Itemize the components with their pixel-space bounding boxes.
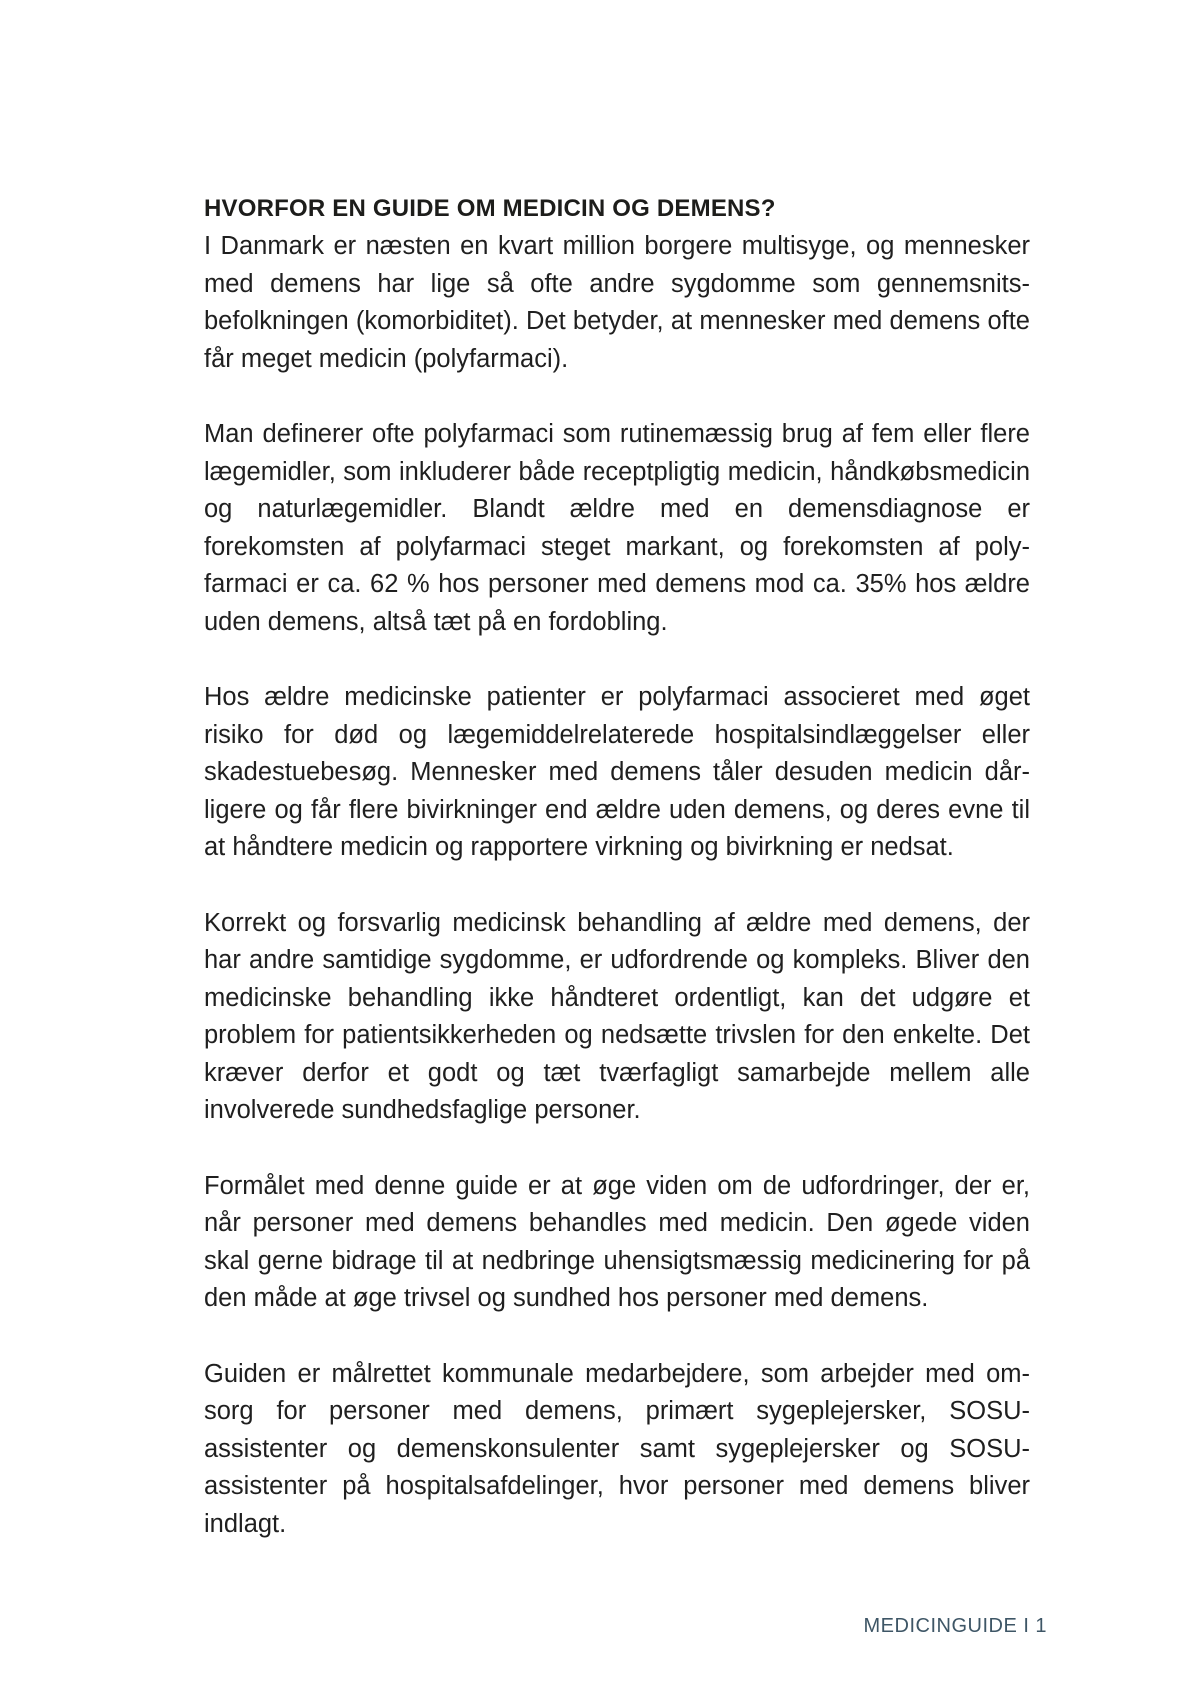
paragraph-3: Hos ældre medicinske patienter er polyfarmaci associeret med øget risiko for død og lægemiddelrelaterede hospitalsindlæggelser eller skadestuebesøg. Mennesker med demens tåler desuden medicin dårligere og får flere bivirkninger end ældre uden demens, og deres evne til at håndtere medicin og rapportere virkning og bivirkning er nedsat.: [204, 683, 1030, 861]
paragraph-5: Formålet med denne guide er at øge viden om de udfordringer, der er, når personer med demens behandles med medicin. Den øgede viden skal gerne bidrage til at nedbringe uhensigtsmæssig medicinering for på den måde at øge trivsel og sundhed hos personer med demens.: [204, 1171, 1030, 1312]
footer-title: MEDICINGUIDE: [863, 1615, 1018, 1637]
document-body: [204, 190, 1030, 1581]
paragraph-2: Man definerer ofte polyfarmaci som rutinemæssig brug af fem eller flere lægemidler, som inkluderer både receptpligtig medicin, håndkøbsmedicin og naturlægemidler. Blandt ældre med en demensdiagnose er forekomsten af polyfarmaci steget markant, og forekomsten af polyfarmaci er ca. 62 % hos personer med demens mod ca. 35% hos ældre uden demens, altså tæt på en fordobling.: [204, 420, 1030, 636]
page-footer: [864, 1615, 1047, 1638]
section-heading: HVORFOR EN GUIDE OM MEDICIN OG DEMENS?: [204, 195, 776, 222]
paragraph-6: Guiden er målrettet kommunale medarbejdere, som arbejder med omsorg for personer med demens, primært sygeplejersker, SOSU-assistenter og demenskonsulenter samt sygeplejersker og SOSU-assistenter på hospitalsafdelinger, hvor personer med demens bliver indlagt.: [204, 1359, 1030, 1538]
footer-separator: I: [1023, 1615, 1030, 1637]
page-number: 1: [1035, 1615, 1047, 1637]
paragraph-1: I Danmark er næsten en kvart million borgere multisyge, og mennesker med demens har lige så ofte andre sygdomme som gennemsnitsbefolkningen (komorbiditet). Det betyder, at mennesker med demens ofte får meget medicin (polyfarmaci).: [204, 232, 1030, 373]
paragraph-4: Korrekt og forsvarlig medicinsk behandling af ældre med demens, der har andre samtidige sygdomme, er udfordrende og kompleks. Bliver den medicinske behandling ikke håndteret ordentligt, kan det udgøre et problem for patientsikkerheden og nedsætte trivslen for den enkelte. Det kræver derfor et godt og tæt tværfagligt samarbejde mellem alle involverede sundhedsfaglige personer.: [204, 908, 1030, 1124]
